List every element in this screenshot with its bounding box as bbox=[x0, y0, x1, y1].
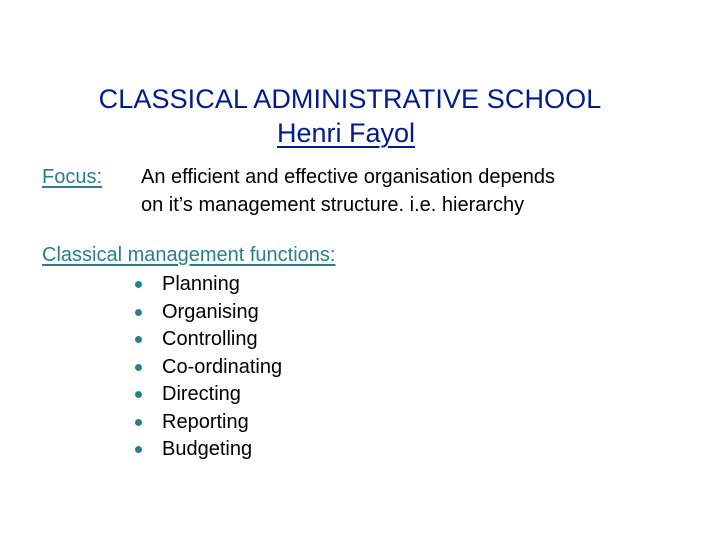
focus-description bbox=[141, 163, 701, 219]
list-item bbox=[131, 409, 282, 437]
function-label: Co-ordinating bbox=[162, 355, 283, 378]
functions-list bbox=[131, 271, 282, 464]
page-title: CLASSICAL ADMINISTRATIVE SCHOOL bbox=[98, 84, 602, 114]
list-item bbox=[131, 436, 282, 464]
focus-text-line-1: An efficient and effective organisation depends bbox=[141, 166, 556, 188]
list-item bbox=[131, 271, 282, 299]
focus-label: Focus: bbox=[42, 166, 103, 188]
author-name: Henri Fayol bbox=[276, 118, 416, 148]
bullet-dot-icon bbox=[135, 446, 142, 453]
function-label: Controlling bbox=[162, 328, 258, 350]
bullet-dot-icon bbox=[135, 391, 142, 398]
function-label: Budgeting bbox=[162, 438, 253, 460]
bullet-dot-icon bbox=[135, 281, 142, 288]
bullet-dot-icon bbox=[135, 336, 142, 343]
title-block bbox=[0, 82, 700, 150]
bullet-dot-icon bbox=[135, 419, 142, 426]
list-item bbox=[131, 326, 282, 354]
function-label: Planning bbox=[162, 273, 240, 295]
bullet-dot-icon bbox=[135, 309, 142, 316]
function-label: Directing bbox=[162, 383, 241, 405]
page-subtitle bbox=[0, 116, 700, 150]
list-item bbox=[131, 354, 282, 382]
functions-heading: Classical management functions: bbox=[42, 244, 336, 266]
bullet-dot-icon bbox=[135, 364, 142, 371]
function-label: Reporting bbox=[162, 410, 249, 433]
focus-text-line-2: on it’s management structure. i.e. hierarchy bbox=[141, 194, 525, 216]
function-label: Organising bbox=[162, 300, 259, 323]
list-item bbox=[131, 381, 282, 409]
list-item bbox=[131, 299, 282, 327]
